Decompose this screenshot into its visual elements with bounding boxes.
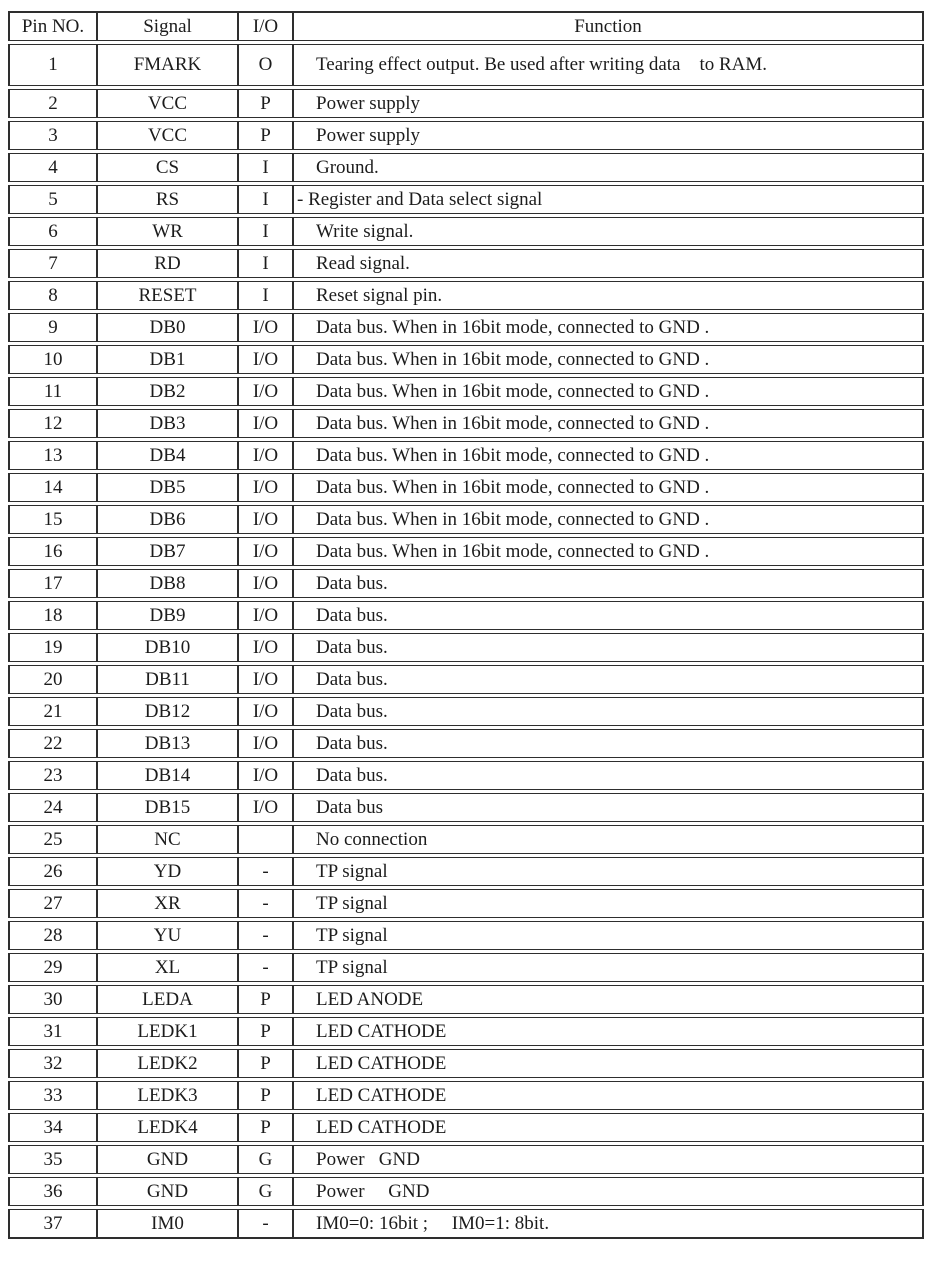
io-cell: I/O <box>238 665 293 694</box>
pin-no-cell: 37 <box>8 1209 97 1239</box>
pin-no-cell: 13 <box>8 441 97 470</box>
signal-cell: DB14 <box>97 761 238 790</box>
pin-no-cell: 3 <box>8 121 97 150</box>
function-cell: TP signal <box>293 857 924 886</box>
pin-no-cell: 12 <box>8 409 97 438</box>
signal-cell: CS <box>97 153 238 182</box>
io-cell: G <box>238 1177 293 1206</box>
signal-cell: LEDA <box>97 985 238 1014</box>
function-cell: LED CATHODE <box>293 1017 924 1046</box>
function-cell: Data bus. When in 16bit mode, connected to GND . <box>293 409 924 438</box>
table-row <box>8 1049 924 1078</box>
pin-no-cell: 17 <box>8 569 97 598</box>
pin-no-cell: 9 <box>8 313 97 342</box>
io-cell: - <box>238 889 293 918</box>
io-cell: G <box>238 1145 293 1174</box>
table-row <box>8 44 924 86</box>
function-cell: Data bus. When in 16bit mode, connected to GND . <box>293 441 924 470</box>
pin-function-table <box>8 8 924 1242</box>
signal-cell: DB11 <box>97 665 238 694</box>
table-row <box>8 889 924 918</box>
pin-no-cell: 29 <box>8 953 97 982</box>
pin-no-cell: 7 <box>8 249 97 278</box>
io-cell: P <box>238 1017 293 1046</box>
function-cell: Data bus. When in 16bit mode, connected to GND . <box>293 345 924 374</box>
pin-no-cell: 36 <box>8 1177 97 1206</box>
io-cell: I <box>238 217 293 246</box>
function-cell: TP signal <box>293 889 924 918</box>
function-cell: - Register and Data select signal <box>293 185 924 214</box>
signal-cell: RS <box>97 185 238 214</box>
io-cell: I/O <box>238 409 293 438</box>
io-cell: - <box>238 857 293 886</box>
pin-no-cell: 14 <box>8 473 97 502</box>
signal-cell: YU <box>97 921 238 950</box>
table-row <box>8 345 924 374</box>
table-row <box>8 953 924 982</box>
function-cell: LED ANODE <box>293 985 924 1014</box>
table-row <box>8 1177 924 1206</box>
function-cell: Data bus. When in 16bit mode, connected to GND . <box>293 313 924 342</box>
signal-cell: DB9 <box>97 601 238 630</box>
pin-no-cell: 4 <box>8 153 97 182</box>
table-row <box>8 185 924 214</box>
pin-no-cell: 35 <box>8 1145 97 1174</box>
io-cell: I <box>238 153 293 182</box>
function-cell: TP signal <box>293 953 924 982</box>
io-cell: I/O <box>238 505 293 534</box>
pin-no-cell: 32 <box>8 1049 97 1078</box>
pin-no-cell: 10 <box>8 345 97 374</box>
pin-no-cell: 28 <box>8 921 97 950</box>
io-cell: I <box>238 249 293 278</box>
col-header-io: I/O <box>238 11 293 41</box>
table-row <box>8 89 924 118</box>
signal-cell: DB13 <box>97 729 238 758</box>
table-row <box>8 825 924 854</box>
function-cell: Power supply <box>293 89 924 118</box>
function-cell: LED CATHODE <box>293 1049 924 1078</box>
pin-no-cell: 8 <box>8 281 97 310</box>
io-cell: I/O <box>238 313 293 342</box>
io-cell: - <box>238 921 293 950</box>
signal-cell: RESET <box>97 281 238 310</box>
signal-cell: DB6 <box>97 505 238 534</box>
io-cell: I/O <box>238 793 293 822</box>
signal-cell: DB10 <box>97 633 238 662</box>
signal-cell: FMARK <box>97 44 238 86</box>
function-cell: Data bus. When in 16bit mode, connected to GND . <box>293 505 924 534</box>
pin-no-cell: 33 <box>8 1081 97 1110</box>
col-header-signal: Signal <box>97 11 238 41</box>
table-row <box>8 1113 924 1142</box>
table-row <box>8 377 924 406</box>
function-cell: Data bus. <box>293 601 924 630</box>
function-cell: Data bus. <box>293 633 924 662</box>
function-cell: Ground. <box>293 153 924 182</box>
table-row <box>8 121 924 150</box>
function-cell: Data bus. <box>293 761 924 790</box>
signal-cell: DB1 <box>97 345 238 374</box>
io-cell <box>238 825 293 854</box>
signal-cell: XL <box>97 953 238 982</box>
pin-no-cell: 25 <box>8 825 97 854</box>
function-cell: Reset signal pin. <box>293 281 924 310</box>
table-row <box>8 601 924 630</box>
col-header-pin-no: Pin NO. <box>8 11 97 41</box>
signal-cell: DB5 <box>97 473 238 502</box>
io-cell: P <box>238 1049 293 1078</box>
signal-cell: LEDK4 <box>97 1113 238 1142</box>
signal-cell: LEDK1 <box>97 1017 238 1046</box>
header-row <box>8 11 924 41</box>
io-cell: I <box>238 185 293 214</box>
function-cell: Power GND <box>293 1145 924 1174</box>
pin-no-cell: 6 <box>8 217 97 246</box>
io-cell: P <box>238 121 293 150</box>
io-cell: I/O <box>238 729 293 758</box>
table-row <box>8 249 924 278</box>
pin-no-cell: 34 <box>8 1113 97 1142</box>
function-cell: Power GND <box>293 1177 924 1206</box>
signal-cell: GND <box>97 1177 238 1206</box>
io-cell: I <box>238 281 293 310</box>
io-cell: I/O <box>238 537 293 566</box>
io-cell: - <box>238 953 293 982</box>
signal-cell: VCC <box>97 121 238 150</box>
signal-cell: DB8 <box>97 569 238 598</box>
function-cell: LED CATHODE <box>293 1113 924 1142</box>
pin-no-cell: 23 <box>8 761 97 790</box>
pin-no-cell: 5 <box>8 185 97 214</box>
io-cell: I/O <box>238 473 293 502</box>
signal-cell: DB3 <box>97 409 238 438</box>
io-cell: I/O <box>238 569 293 598</box>
io-cell: I/O <box>238 697 293 726</box>
pin-no-cell: 1 <box>8 44 97 86</box>
signal-cell: NC <box>97 825 238 854</box>
pin-no-cell: 21 <box>8 697 97 726</box>
io-cell: P <box>238 985 293 1014</box>
table-row <box>8 761 924 790</box>
signal-cell: YD <box>97 857 238 886</box>
pin-no-cell: 22 <box>8 729 97 758</box>
io-cell: I/O <box>238 601 293 630</box>
signal-cell: DB12 <box>97 697 238 726</box>
io-cell: - <box>238 1209 293 1239</box>
function-cell: Tearing effect output. Be used after writing data to RAM. <box>293 44 924 86</box>
io-cell: P <box>238 1081 293 1110</box>
pin-no-cell: 2 <box>8 89 97 118</box>
table-row <box>8 985 924 1014</box>
pin-no-cell: 30 <box>8 985 97 1014</box>
function-cell: Write signal. <box>293 217 924 246</box>
io-cell: I/O <box>238 377 293 406</box>
pin-no-cell: 11 <box>8 377 97 406</box>
function-cell: TP signal <box>293 921 924 950</box>
signal-cell: IM0 <box>97 1209 238 1239</box>
signal-cell: WR <box>97 217 238 246</box>
table-row <box>8 1017 924 1046</box>
table-row <box>8 313 924 342</box>
pin-no-cell: 26 <box>8 857 97 886</box>
pin-no-cell: 31 <box>8 1017 97 1046</box>
function-cell: Data bus. When in 16bit mode, connected to GND . <box>293 537 924 566</box>
io-cell: O <box>238 44 293 86</box>
table-row <box>8 921 924 950</box>
col-header-function: Function <box>293 11 924 41</box>
io-cell: I/O <box>238 441 293 470</box>
function-cell: LED CATHODE <box>293 1081 924 1110</box>
function-cell: Data bus. <box>293 665 924 694</box>
signal-cell: LEDK3 <box>97 1081 238 1110</box>
function-cell: Power supply <box>293 121 924 150</box>
signal-cell: DB0 <box>97 313 238 342</box>
table-row <box>8 569 924 598</box>
signal-cell: VCC <box>97 89 238 118</box>
signal-cell: DB4 <box>97 441 238 470</box>
table-row <box>8 857 924 886</box>
function-cell: No connection <box>293 825 924 854</box>
io-cell: I/O <box>238 633 293 662</box>
table-row <box>8 409 924 438</box>
table-row <box>8 729 924 758</box>
io-cell: I/O <box>238 345 293 374</box>
function-cell: IM0=0: 16bit ; IM0=1: 8bit. <box>293 1209 924 1239</box>
table-row <box>8 1145 924 1174</box>
function-cell: Data bus. <box>293 697 924 726</box>
function-cell: Data bus. When in 16bit mode, connected to GND . <box>293 377 924 406</box>
table-body <box>8 44 924 1239</box>
pin-no-cell: 15 <box>8 505 97 534</box>
pin-no-cell: 27 <box>8 889 97 918</box>
signal-cell: LEDK2 <box>97 1049 238 1078</box>
pin-no-cell: 16 <box>8 537 97 566</box>
pin-no-cell: 18 <box>8 601 97 630</box>
table-row <box>8 217 924 246</box>
signal-cell: DB15 <box>97 793 238 822</box>
table-row <box>8 537 924 566</box>
table-row <box>8 441 924 470</box>
table-row <box>8 665 924 694</box>
signal-cell: GND <box>97 1145 238 1174</box>
pin-no-cell: 19 <box>8 633 97 662</box>
table-row <box>8 505 924 534</box>
pin-no-cell: 24 <box>8 793 97 822</box>
io-cell: I/O <box>238 761 293 790</box>
function-cell: Data bus. <box>293 569 924 598</box>
signal-cell: DB2 <box>97 377 238 406</box>
signal-cell: DB7 <box>97 537 238 566</box>
table-row <box>8 1209 924 1239</box>
table-row <box>8 793 924 822</box>
signal-cell: RD <box>97 249 238 278</box>
io-cell: P <box>238 1113 293 1142</box>
io-cell: P <box>238 89 293 118</box>
table-row <box>8 473 924 502</box>
signal-cell: XR <box>97 889 238 918</box>
table-row <box>8 697 924 726</box>
function-cell: Data bus. <box>293 729 924 758</box>
table-row <box>8 281 924 310</box>
function-cell: Data bus <box>293 793 924 822</box>
function-cell: Data bus. When in 16bit mode, connected to GND . <box>293 473 924 502</box>
table-row <box>8 1081 924 1110</box>
function-cell: Read signal. <box>293 249 924 278</box>
pin-no-cell: 20 <box>8 665 97 694</box>
table-row <box>8 153 924 182</box>
table-row <box>8 633 924 662</box>
table-header <box>8 11 924 41</box>
